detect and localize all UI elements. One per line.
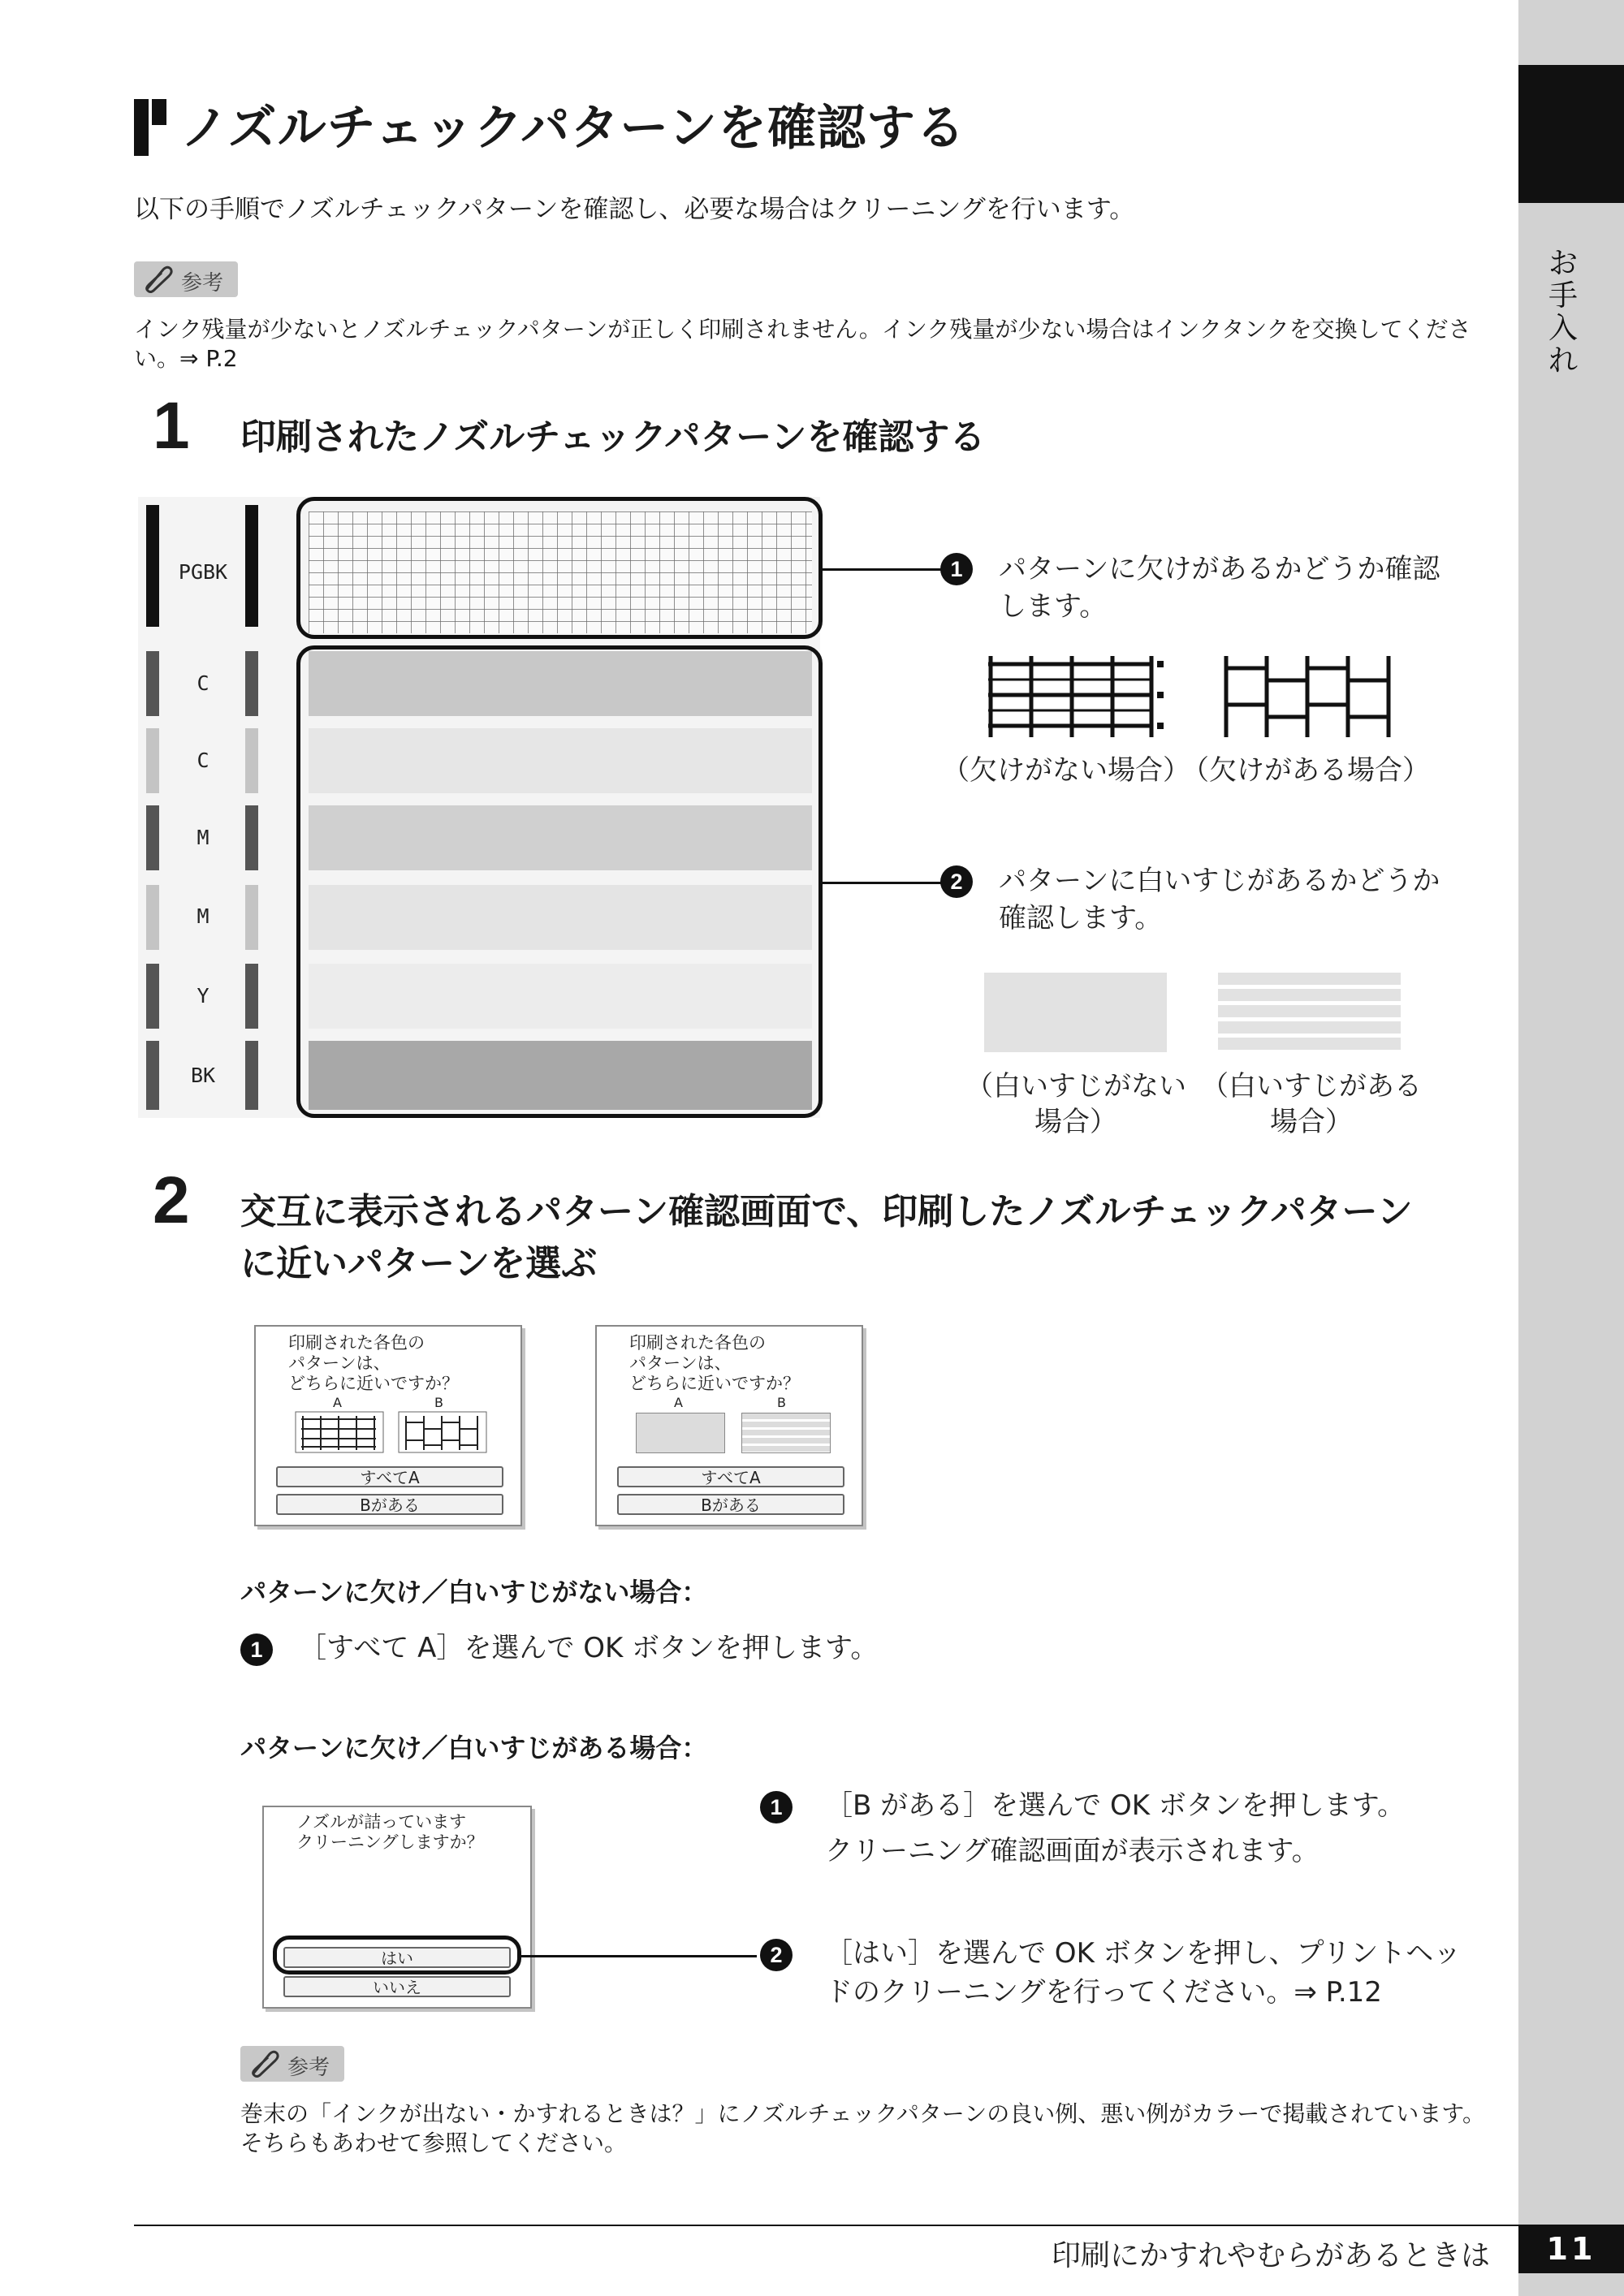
- row-label: C: [197, 749, 209, 772]
- case-ok-heading: パターンに欠け／白いすじがない場合：: [240, 1577, 708, 1608]
- case-ng-number-2: 2: [760, 1939, 793, 1971]
- all-a-button[interactable]: すべてA: [276, 1466, 503, 1487]
- reference-badge: [240, 2046, 344, 2082]
- case-ok-number: 1: [240, 1634, 273, 1666]
- option-a-label: A: [674, 1395, 683, 1410]
- row-label: M: [197, 826, 209, 849]
- step-number: 1: [153, 389, 190, 463]
- callout-line: [823, 882, 942, 884]
- dialog-prompt: 印刷された各色の パターンは、 どちらに近いですか？: [629, 1333, 800, 1393]
- row-label: PGBK: [178, 560, 228, 584]
- case-ng-heading: パターンに欠け／白いすじがある場合：: [240, 1733, 708, 1763]
- paperclip-icon: [247, 2049, 279, 2078]
- case-ng-subtext-1: クリーニング確認画面が表示されます。: [825, 1835, 1320, 1867]
- pattern-group-frame: [296, 645, 823, 1118]
- case-ok-text: ［すべて A］を選んで OK ボタンを押します。: [299, 1632, 879, 1664]
- dialog-prompt: 印刷された各色の パターンは、 どちらに近いですか？: [288, 1333, 459, 1393]
- footer-section-title: 印刷にかすれやむらがあるときは: [1051, 2239, 1490, 2272]
- caption-gap: （欠けがある場合）: [1181, 754, 1430, 787]
- callout-text-1: パターンに欠けがあるかどうか確認します。: [999, 553, 1440, 623]
- caption-streak: （白いすじがある場合）: [1201, 1070, 1422, 1138]
- yes-button[interactable]: はい: [283, 1947, 511, 1968]
- page-title: ノズルチェックパターンを確認する: [180, 100, 965, 157]
- callout-line: [521, 1955, 757, 1957]
- callout-number-2: 2: [940, 865, 973, 898]
- title-marker: [134, 99, 149, 156]
- cleaning-prompt: ノズルが詰っています クリーニングしますか？: [296, 1812, 484, 1852]
- reference-badge: [134, 261, 238, 297]
- solid-thumb: [636, 1413, 725, 1453]
- side-tab-marker: [1518, 65, 1624, 203]
- row-label: Y: [197, 984, 209, 1008]
- step-title-line2: に近いパターンを選ぶ: [240, 1243, 598, 1284]
- no-streak-sample: [984, 973, 1167, 1052]
- cleaning-confirm-dialog: [262, 1806, 532, 2009]
- intro-text: 以下の手順でノズルチェックパターンを確認し、必要な場合はクリーニングを行います。: [134, 195, 1135, 224]
- gap-pattern-illustration: [1222, 656, 1401, 741]
- option-b-label: B: [434, 1395, 443, 1410]
- pattern-confirm-dialog-streak: [595, 1325, 863, 1526]
- grid-gap-thumb: [398, 1411, 487, 1453]
- title-marker-small: [152, 99, 166, 125]
- no-button[interactable]: いいえ: [283, 1976, 511, 1997]
- reference-badge-label: 参考: [181, 271, 224, 296]
- callout-line: [823, 568, 942, 571]
- streak-thumb: [741, 1413, 831, 1453]
- page-number: 11: [1518, 2225, 1624, 2273]
- case-ng-text-1: ［B がある］を選んで OK ボタンを押します。: [825, 1789, 1406, 1822]
- no-gap-pattern-illustration: [987, 656, 1165, 741]
- step-title-line1: 交互に表示されるパターン確認画面で、印刷したノズルチェックパターン: [240, 1191, 1413, 1232]
- step-title: 印刷されたノズルチェックパターンを確認する: [240, 416, 986, 458]
- yes-button-highlight: [273, 1936, 521, 1974]
- pattern-group-frame: [296, 497, 823, 639]
- row-label: C: [197, 671, 209, 695]
- option-b-label: B: [777, 1395, 786, 1410]
- option-a-label: A: [333, 1395, 342, 1410]
- callout-text-2: パターンに白いすじがあるかどうか確認します。: [999, 865, 1440, 934]
- callout-number-1: 1: [940, 553, 973, 585]
- reference-badge-label: 参考: [287, 2056, 330, 2080]
- note-text: インク残量が少ないとノズルチェックパターンが正しく印刷されません。インク残量が少ない場合はインクタンクを交換してください。⇒ P.2: [134, 316, 1471, 372]
- grid-ok-thumb: [295, 1411, 384, 1453]
- step-number: 2: [153, 1163, 190, 1237]
- paperclip-icon: [140, 265, 173, 294]
- caption-no-streak: （白いすじがない場合）: [965, 1070, 1186, 1138]
- streak-sample: [1218, 973, 1401, 1052]
- case-ng-text-2: ［はい］を選んで OK ボタンを押し、プリントヘッドのクリーニングを行ってください。⇒ P.12: [825, 1937, 1462, 2009]
- pattern-confirm-dialog-grid: [254, 1325, 522, 1526]
- case-ng-number-1: 1: [760, 1791, 793, 1823]
- note-text: 巻末の「インクが出ない・かすれるときは？」にノズルチェックパターンの良い例、悪い例がカラーで掲載されています。そちらもあわせて参照してください。: [240, 2100, 1486, 2156]
- b-exists-button[interactable]: Bがある: [617, 1494, 844, 1515]
- all-a-button[interactable]: すべてA: [617, 1466, 844, 1487]
- side-tab-label: お手入れ: [1548, 247, 1578, 378]
- b-exists-button[interactable]: Bがある: [276, 1494, 503, 1515]
- row-label: BK: [190, 1064, 216, 1087]
- caption-no-gap: （欠けがない場合）: [942, 754, 1190, 787]
- row-label: M: [197, 904, 209, 928]
- footer-rule: [134, 2225, 1518, 2226]
